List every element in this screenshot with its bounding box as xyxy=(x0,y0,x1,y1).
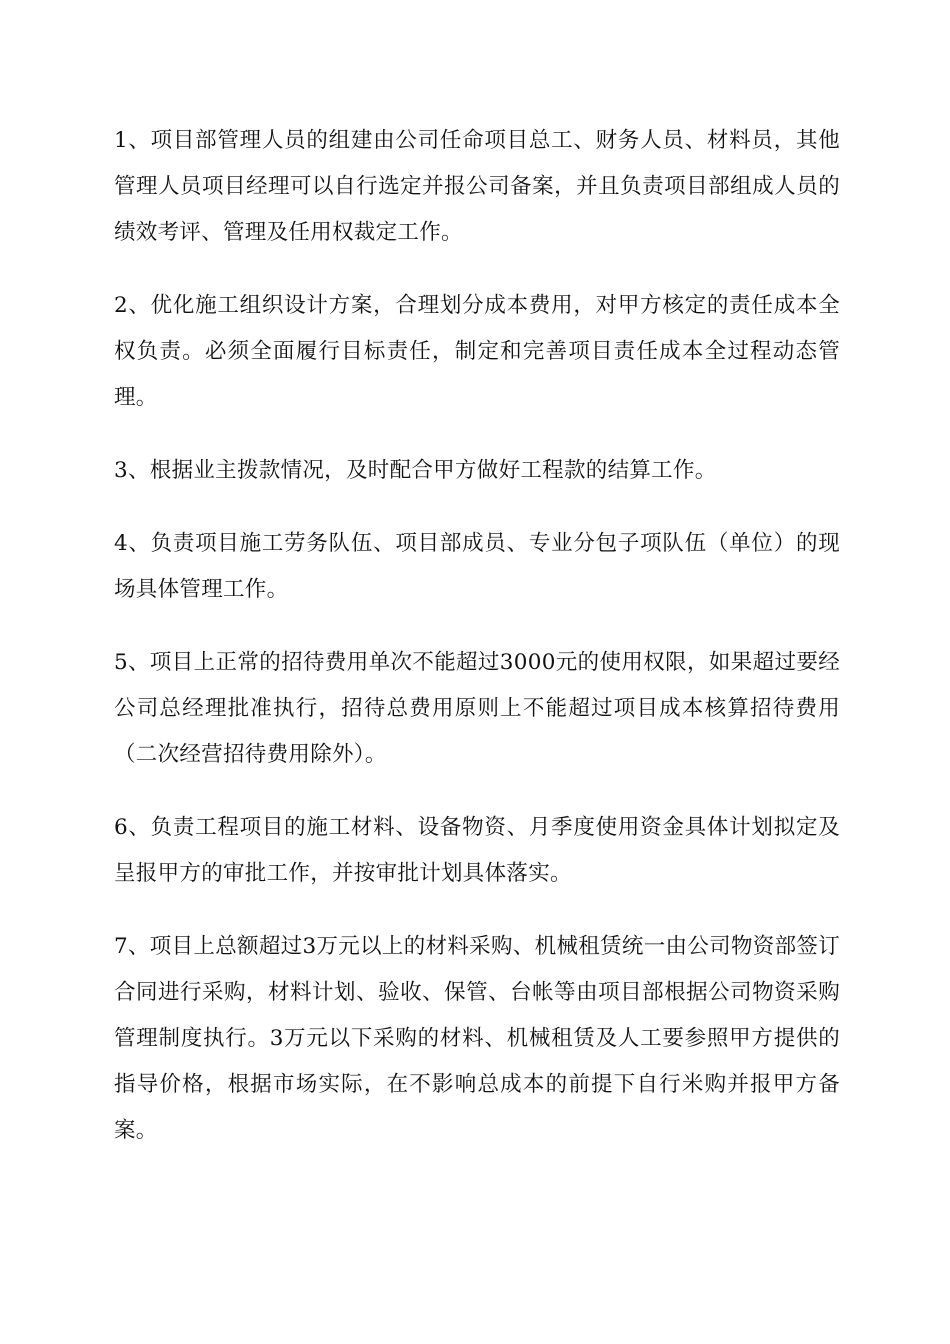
paragraph-5: 5、项目上正常的招待费用单次不能超过3000元的使用权限，如果超过要经公司总经理批准执行，招待总费用原则上不能超过项目成本核算招待费用（二次经营招待费用除外）。 xyxy=(114,650,840,767)
paragraph-2: 2、优化施工组织设计方案，合理划分成本费用，对甲方核定的责任成本全权负责。必须全面履行目标责任，制定和完善项目责任成本全过程动态管理。 xyxy=(114,293,840,410)
paragraph-1: 1、项目部管理人员的组建由公司任命项目总工、财务人员、材料员，其他管理人员项目经理可以自行选定并报公司备案，并且负责项目部组成人员的绩效考评、管理及任用权裁定工作。 xyxy=(114,128,840,245)
paragraph-7: 7、项目上总额超过3万元以上的材料采购、机械租赁统一由公司物资部签订合同进行采购，材料计划、验收、保管、台帐等由项目部根据公司物资采购管理制度执行。3万元以下采购的材料、机械租赁及人工要参照甲方提供的指导价格，根据市场实际，在不影响总成本的前提下自行米购并报甲方备案。 xyxy=(114,934,840,1143)
document-body xyxy=(114,118,840,1181)
paragraph-6: 6、负责工程项目的施工材料、设备物资、月季度使用资金具体计划拟定及呈报甲方的审批工作，并按审批计划具体落实。 xyxy=(114,815,840,886)
paragraph-3: 3、根据业主拨款情况，及时配合甲方做好工程款的结算工作。 xyxy=(114,458,717,483)
paragraph-4: 4、负责项目施工劳务队伍、项目部成员、专业分包子项队伍（单位）的现场具体管理工作。 xyxy=(114,531,840,602)
